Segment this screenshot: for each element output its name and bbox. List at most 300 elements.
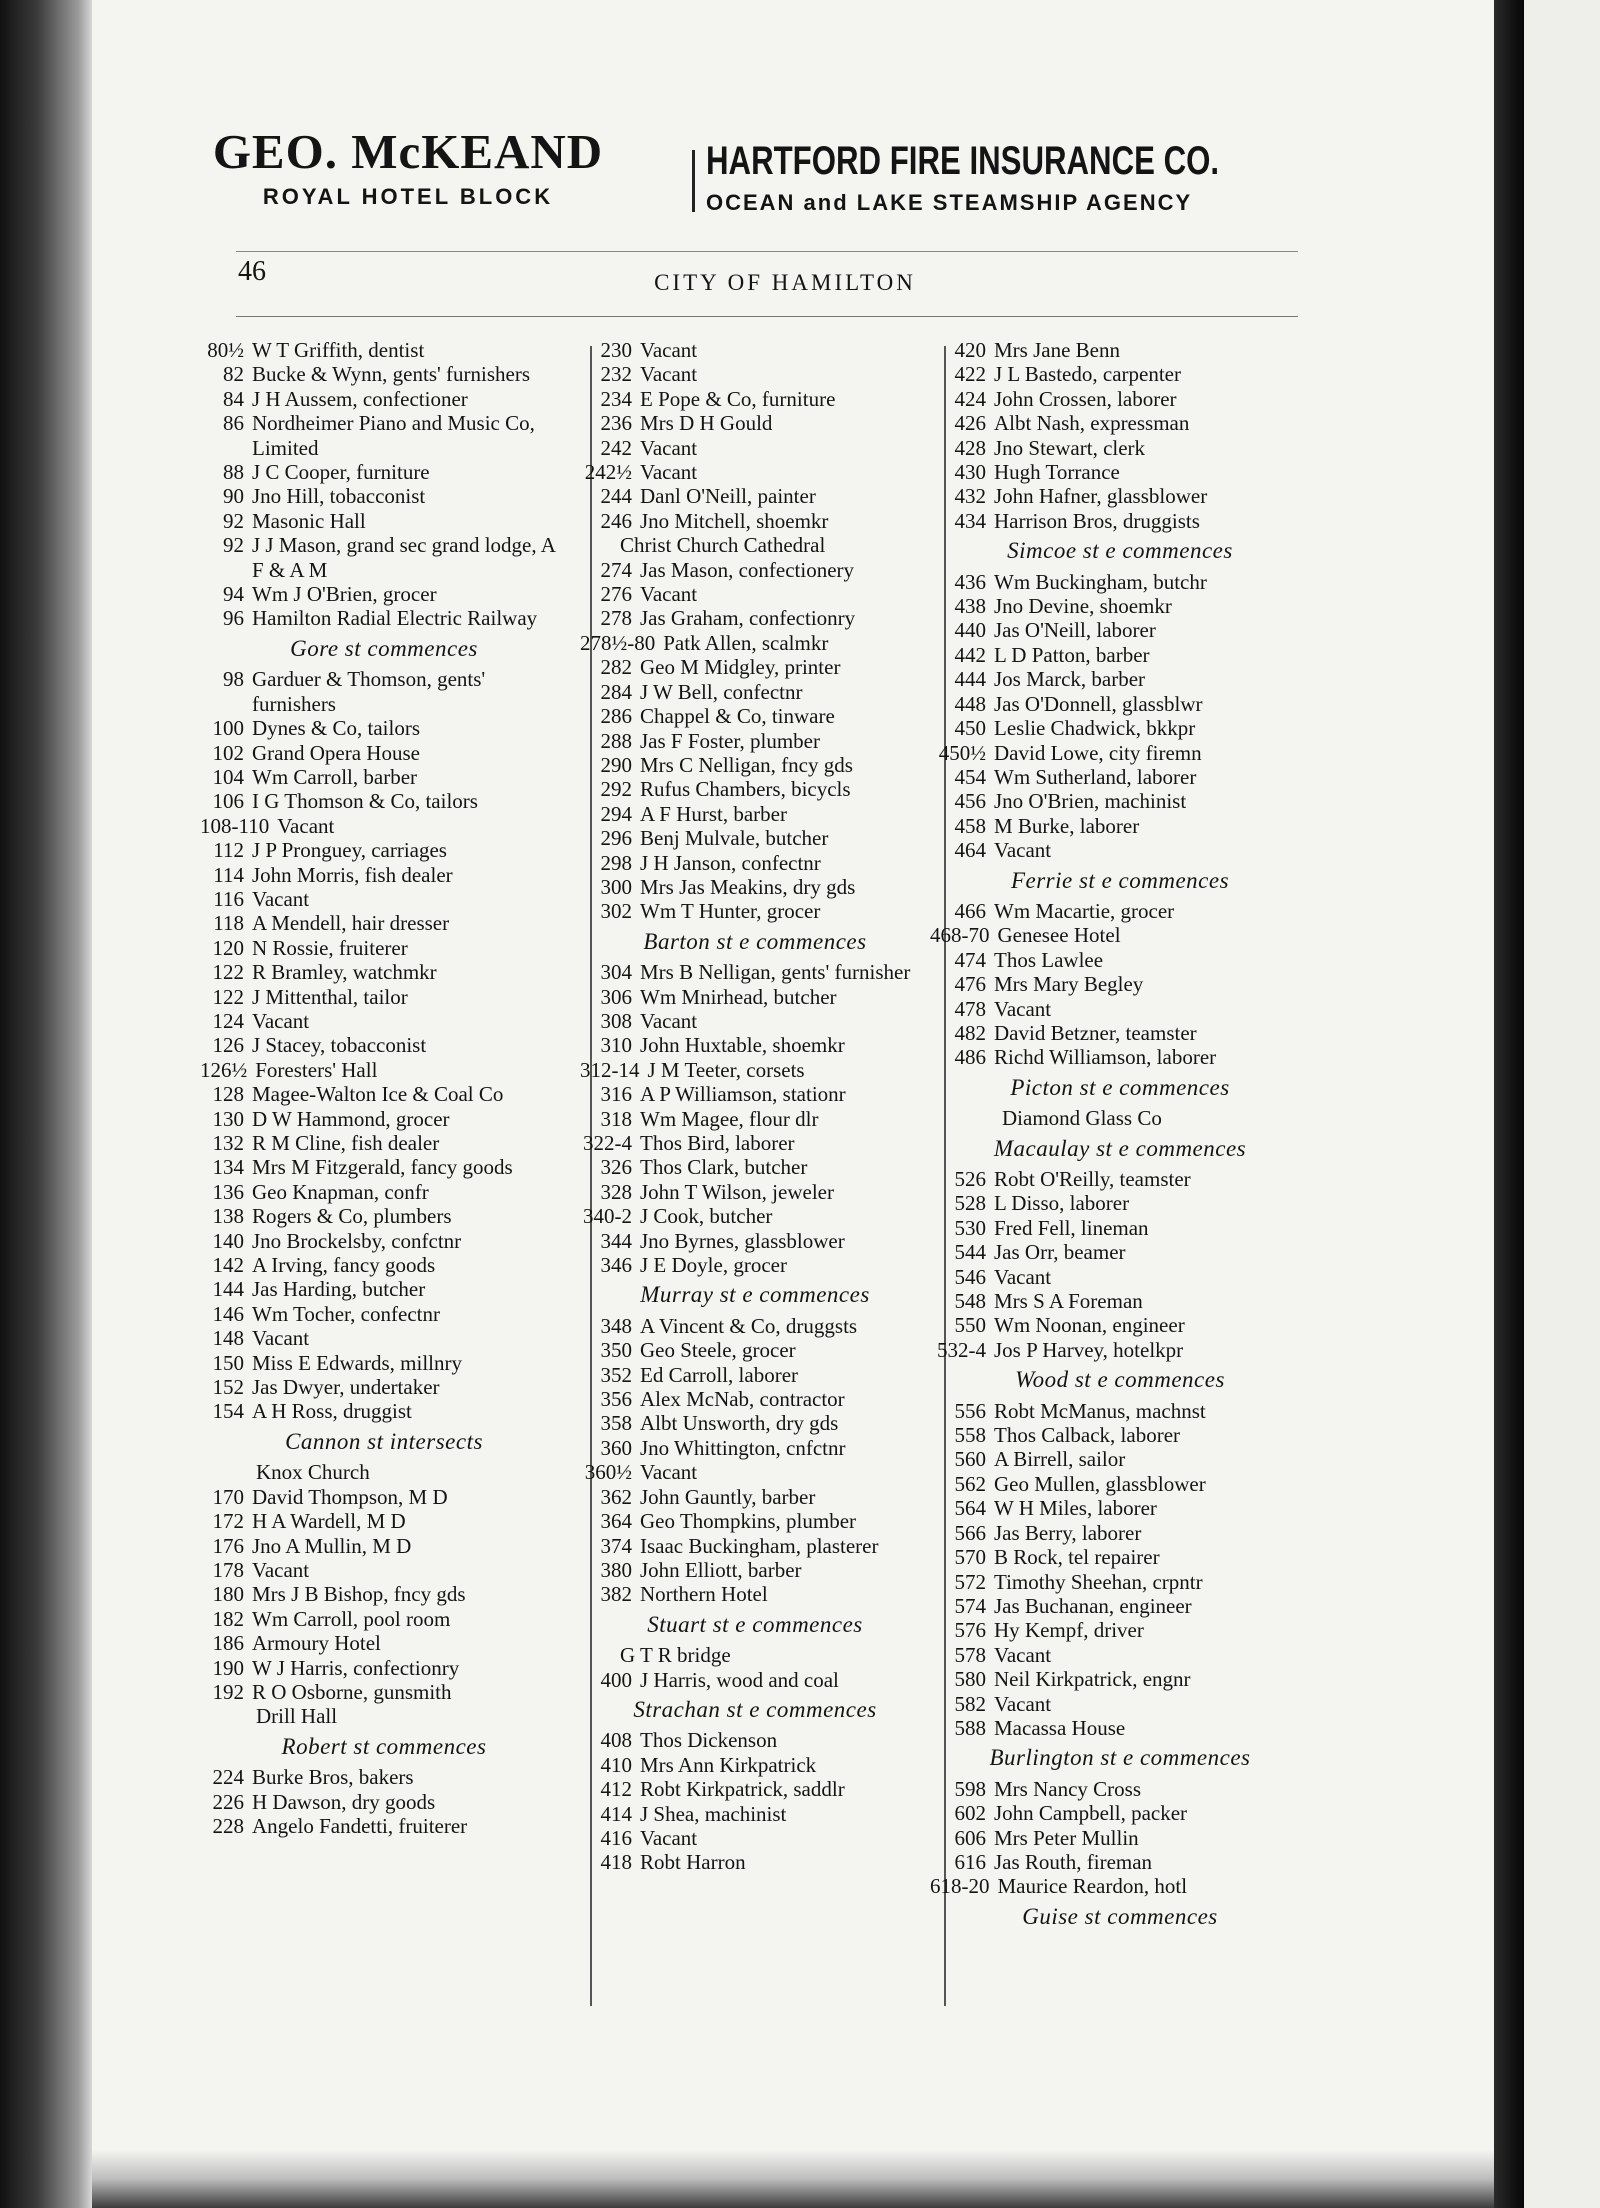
directory-entry [200,1765,568,1789]
occupant: Wm Tocher, confectnr [252,1301,440,1326]
street-number: 530 [954,1215,986,1240]
street-number: 274 [600,557,632,582]
directory-entry [930,1191,1310,1215]
directory-entry [930,692,1310,716]
occupant: W H Miles, laborer [994,1496,1157,1521]
directory-entry [930,1045,1310,1069]
directory-entry [580,899,930,923]
directory-entry [930,1447,1310,1471]
occupant: Northern Hotel [640,1582,768,1607]
occupant: Patk Allen, scalmkr [663,630,829,655]
street-number: 102 [212,740,244,765]
occupant: A Vincent & Co, druggsts [640,1313,858,1338]
street-number: 182 [212,1606,244,1631]
occupant: Macassa House [994,1715,1126,1740]
directory-entry [580,1850,930,1874]
occupant: Armoury Hotel [252,1631,381,1656]
directory-entry [930,1801,1310,1825]
directory-entry [930,948,1310,972]
directory-entry [580,960,930,984]
directory-column-2 [580,338,930,1875]
occupant: Grand Opera House [252,740,420,765]
directory-entry [580,631,930,655]
directory-entry [930,643,1310,667]
occupant: Vacant [640,362,698,387]
directory-entry [930,1216,1310,1240]
directory-column-1 [200,338,568,1838]
directory-entry [580,802,930,826]
directory-entry [200,863,568,887]
directory-entry [200,1558,568,1582]
occupant: H A Wardell, M D [252,1509,406,1534]
street-number: 382 [600,1582,632,1607]
occupant: Mrs Ann Kirkpatrick [640,1752,817,1777]
occupant: Vacant [640,435,698,460]
occupant: Vacant [994,838,1052,863]
directory-entry [930,387,1310,411]
occupant: Ed Carroll, laborer [640,1362,799,1387]
directory-entry [930,923,1310,947]
occupant: John Crossen, laborer [994,386,1177,411]
street-heading: Robert st commences [281,1733,487,1759]
occupant: Vacant [640,338,698,362]
occupant: J J Mason, grand sec grand lodge, A F & A M [252,533,555,582]
occupant: J Cook, butcher [640,1204,773,1229]
advertiser-name: GEO. McKEAND [212,124,604,179]
directory-entry [930,716,1310,740]
street-number: 134 [212,1155,244,1180]
street-number: 362 [600,1484,632,1509]
street-number: 186 [212,1631,244,1656]
directory-entry [930,838,1310,862]
occupant: Mrs Mary Begley [994,972,1144,997]
adjacent-page-edge [1524,0,1600,2208]
directory-entry [200,1509,568,1533]
directory-entry [200,911,568,935]
directory-entry [200,814,568,838]
street-number: 224 [212,1765,244,1790]
occupant: Timothy Sheehan, crpntr [994,1569,1203,1594]
directory-entry [200,1375,568,1399]
occupant: Mrs Jas Meakins, dry gds [640,874,856,899]
directory-entry [930,460,1310,484]
street-number: 344 [600,1228,632,1253]
occupant: Vacant [994,996,1052,1021]
directory-entry [930,1021,1310,1045]
street-number: 180 [212,1582,244,1607]
street-number: 546 [954,1264,986,1289]
directory-entry [200,411,568,460]
street-number: 86 [223,411,244,436]
street-number: 602 [954,1801,986,1826]
occupant: Jas O'Neill, laborer [994,618,1156,643]
street-number: 94 [223,582,244,607]
street-heading: Barton st e commences [643,928,867,954]
directory-entry [580,1180,930,1204]
street-heading: Burlington st e commences [989,1745,1251,1771]
directory-entry [580,387,930,411]
directory-entry [930,1472,1310,1496]
street-number: 96 [223,606,244,631]
directory-entry [580,1509,930,1533]
occupant: Dynes & Co, tailors [252,716,420,741]
directory-entry [930,338,1310,362]
occupant: Robt Kirkpatrick, saddlr [640,1777,845,1802]
advertisement-right [706,138,1326,216]
street-number: 104 [212,764,244,789]
directory-entry [200,1033,568,1057]
occupant: Vacant [640,1825,698,1850]
directory-landmark: Diamond Glass Co [1002,1106,1162,1131]
street-number: 98 [223,667,244,692]
directory-entry [930,362,1310,386]
directory-entry [930,1496,1310,1520]
book-gutter-left [0,0,92,2208]
directory-entry [930,1826,1310,1850]
street-heading: Wood st e commences [1015,1367,1225,1393]
street-number: 140 [212,1228,244,1253]
header-rule [236,316,1298,317]
street-number: 150 [212,1350,244,1375]
directory-entry [930,1874,1310,1898]
street-number: 124 [212,1008,244,1033]
book-gutter-right [1494,0,1524,2208]
occupant: Thos Calback, laborer [994,1423,1181,1448]
directory-entry [930,1643,1310,1667]
street-number: 364 [600,1509,632,1534]
street-number: 572 [954,1569,986,1594]
directory-entry [200,1680,568,1704]
occupant: Mrs C Nelligan, fncy gds [640,752,853,777]
directory-entry [200,484,568,508]
directory-entry [580,460,930,484]
street-number: 170 [212,1484,244,1509]
street-number: 434 [954,508,986,533]
directory-entry [580,1558,930,1582]
occupant: Robt O'Reilly, teamster [994,1167,1191,1191]
directory-entry [580,1155,930,1179]
occupant: Thos Lawlee [994,947,1104,972]
street-number: 190 [212,1655,244,1680]
directory-entry [580,509,930,533]
directory-entry [200,985,568,1009]
occupant: Nordheimer Piano and Music Co, Limited [252,411,535,460]
occupant: Jno Stewart, clerk [994,435,1146,460]
directory-entry [580,1131,930,1155]
occupant: Jno A Mullin, M D [252,1533,412,1558]
street-number: 148 [212,1326,244,1351]
advertisement-left [148,124,668,210]
street-number: 294 [600,801,632,826]
directory-entry [580,1436,930,1460]
street-number: 400 [600,1667,632,1692]
street-heading: Stuart st e commences [647,1611,863,1637]
page-number: 46 [238,256,266,287]
directory-entry [580,1387,930,1411]
occupant: Jas Graham, confectionry [640,606,856,631]
directory-entry [580,1033,930,1057]
occupant: Vacant [640,460,698,485]
directory-entry [580,582,930,606]
street-number: 242 [600,435,632,460]
occupant: Richd Williamson, laborer [994,1045,1217,1070]
occupant: Jas Mason, confectionery [640,557,855,582]
street-number: 482 [954,1020,986,1045]
advertisement-divider [692,150,695,212]
directory-entry [930,1545,1310,1569]
street-number: 118 [213,911,244,936]
occupant: R O Osborne, gunsmith [252,1679,452,1704]
directory-entry [580,1728,930,1752]
directory-entry [580,1009,930,1033]
street-number: 564 [954,1496,986,1521]
directory-entry [930,509,1310,533]
street-number: 304 [600,960,632,985]
street-number: 92 [223,508,244,533]
street-number: 92 [223,533,244,558]
street-number: 226 [212,1789,244,1814]
street-number: 234 [600,386,632,411]
directory-entry [200,1302,568,1326]
street-number: 544 [954,1240,986,1265]
directory-entry [580,777,930,801]
directory-entry [580,1338,930,1362]
occupant: L D Patton, barber [994,642,1150,667]
directory-entry [580,606,930,630]
directory-entry [200,1485,568,1509]
street-number: 192 [212,1679,244,1704]
street-number: 172 [212,1509,244,1534]
occupant: J Mittenthal, tailor [252,984,408,1009]
street-number: 236 [600,411,632,436]
occupant: Rufus Chambers, bicycls [640,777,851,802]
directory-entry [930,741,1310,765]
street-number: 136 [212,1179,244,1204]
street-number: 90 [223,484,244,509]
street-heading: Gore st commences [290,635,478,661]
directory-entry [930,1167,1310,1191]
occupant: Wm Carroll, pool room [252,1606,451,1631]
occupant: Hugh Torrance [994,460,1120,485]
occupant: Jas Dwyer, undertaker [252,1375,440,1400]
page-bottom-edge [92,2150,1494,2208]
occupant: Wm Macartie, grocer [994,898,1175,923]
directory-entry [930,765,1310,789]
occupant: Wm Noonan, engineer [994,1313,1185,1338]
street-number: 116 [213,886,244,911]
street-number: 528 [954,1191,986,1216]
occupant: Geo Steele, grocer [640,1338,796,1363]
directory-entry [930,1289,1310,1313]
street-number: 80½ [207,338,244,362]
street-number: 448 [954,691,986,716]
directory-entry [200,1107,568,1131]
street-number: 282 [600,655,632,680]
street-number: 422 [954,362,986,387]
occupant: J W Bell, confectnr [640,679,803,704]
occupant: Mrs J B Bishop, fncy gds [252,1582,466,1607]
street-number: 360½ [584,1460,632,1485]
directory-entry [200,1534,568,1558]
street-number: 284 [600,679,632,704]
directory-entry [930,1777,1310,1801]
directory-entry [200,1607,568,1631]
street-number: 106 [212,789,244,814]
occupant: Foresters' Hall [255,1057,378,1082]
occupant: Jos Marck, barber [994,667,1146,692]
street-number: 310 [600,1033,632,1058]
directory-entry [200,1582,568,1606]
occupant: Jas Berry, laborer [994,1520,1142,1545]
occupant: Geo Thompkins, plumber [640,1509,857,1534]
directory-entry [580,1485,930,1509]
occupant: Genesee Hotel [997,923,1121,948]
street-number: 84 [223,386,244,411]
directory-entry [200,606,568,630]
directory-entry [200,789,568,813]
street-number: 450½ [938,740,986,765]
street-number: 244 [600,484,632,509]
occupant: Albt Unsworth, dry gds [640,1411,839,1436]
street-number: 246 [600,508,632,533]
running-head: CITY OF HAMILTON [654,270,916,295]
occupant: Alex McNab, contractor [640,1387,845,1412]
occupant: Mrs Jane Benn [994,338,1120,362]
directory-entry [200,509,568,533]
occupant: Harrison Bros, druggists [994,508,1200,533]
occupant: Geo Knapman, confr [252,1179,429,1204]
street-number: 562 [954,1471,986,1496]
occupant: Magee-Walton Ice & Coal Co [252,1082,504,1107]
directory-entry [200,716,568,740]
street-number: 558 [954,1423,986,1448]
street-number: 122 [212,984,244,1009]
directory-entry [200,1082,568,1106]
street-number: 318 [600,1106,632,1131]
street-heading: Strachan st e commences [633,1696,877,1722]
street-number: 526 [954,1167,986,1191]
directory-entry [580,704,930,728]
directory-landmark: Drill Hall [256,1704,338,1729]
occupant: Angelo Fandetti, fruiterer [252,1813,468,1838]
directory-entry [200,1180,568,1204]
street-number: 548 [954,1289,986,1314]
directory-entry [580,411,930,435]
street-number: 278 [600,606,632,631]
directory-entry [930,814,1310,838]
street-number: 276 [600,582,632,607]
street-number: 288 [600,728,632,753]
directory-entry [580,1411,930,1435]
street-number: 302 [600,899,632,924]
directory-entry [930,1667,1310,1691]
street-number: 312-14 [580,1057,640,1082]
street-number: 142 [212,1253,244,1278]
occupant: Mrs M Fitzgerald, fancy goods [252,1155,513,1180]
occupant: Miss E Edwards, millnry [252,1350,462,1375]
street-number: 436 [954,569,986,594]
directory-entry [930,899,1310,923]
directory-entry [200,1399,568,1423]
occupant: D W Hammond, grocer [252,1106,450,1131]
occupant: John T Wilson, jeweler [640,1179,834,1204]
directory-entry [200,1131,568,1155]
occupant: J L Bastedo, carpenter [994,362,1181,387]
street-number: 430 [954,460,986,485]
occupant: Thos Dickenson [640,1728,778,1753]
street-number: 588 [954,1715,986,1740]
street-number: 132 [212,1131,244,1155]
occupant: John Hafner, glassblower [994,484,1208,509]
street-number: 328 [600,1179,632,1204]
occupant: Jos P Harvey, hotelkpr [994,1337,1184,1362]
occupant: Jno Hill, tobacconist [252,484,426,509]
directory-entry [200,1656,568,1680]
header-rule [236,251,1298,252]
street-number: 438 [954,594,986,619]
occupant: Wm Magee, flour dlr [640,1106,819,1131]
directory-entry [580,1582,930,1606]
street-number: 242½ [584,460,632,485]
occupant: Jno Devine, shoemkr [994,594,1172,619]
directory-entry [580,1777,930,1801]
street-number: 144 [212,1277,244,1302]
occupant: W J Harris, confectionry [252,1655,460,1680]
occupant: J M Teeter, corsets [647,1057,805,1082]
directory-entry [200,765,568,789]
occupant: Jas Routh, fireman [994,1849,1153,1874]
occupant: Bucke & Wynn, gents' furnishers [252,362,531,387]
occupant: Fred Fell, lineman [994,1215,1149,1240]
occupant: E Pope & Co, furniture [640,386,836,411]
directory-entry [930,1521,1310,1545]
street-number: 414 [600,1801,632,1826]
occupant: Jas Buchanan, engineer [994,1593,1192,1618]
advertiser-address: ROYAL HOTEL BLOCK [262,184,554,209]
occupant: Robt Harron [640,1850,746,1875]
occupant: J H Aussem, confectioner [252,386,468,411]
directory-entry [200,362,568,386]
directory-landmark: G T R bridge [620,1643,731,1668]
occupant: Burke Bros, bakers [252,1765,414,1790]
street-number: 468-70 [930,923,990,948]
street-number: 340-2 [583,1204,632,1229]
street-number: 112 [213,838,244,863]
directory-entry [580,1107,930,1131]
occupant: Jno O'Brien, machinist [994,789,1187,814]
street-number: 618-20 [930,1874,990,1899]
street-number: 476 [954,972,986,997]
directory-entry [200,667,568,716]
street-number: 138 [212,1204,244,1229]
occupant: Rogers & Co, plumbers [252,1204,452,1229]
directory-entry [580,484,930,508]
street-number: 130 [212,1106,244,1131]
directory-entry [200,838,568,862]
occupant: Maurice Reardon, hotl [997,1874,1188,1899]
street-heading: Ferrie st e commences [1010,867,1230,893]
street-number: 474 [954,947,986,972]
street-number: 580 [954,1667,986,1692]
street-number: 458 [954,813,986,838]
directory-entry [200,460,568,484]
street-number: 486 [954,1045,986,1070]
directory-entry [580,985,930,1009]
directory-entry [200,1814,568,1838]
occupant: Vacant [252,1008,310,1033]
occupant: A Birrell, sailor [994,1447,1126,1472]
occupant: Benj Mulvale, butcher [640,826,829,851]
